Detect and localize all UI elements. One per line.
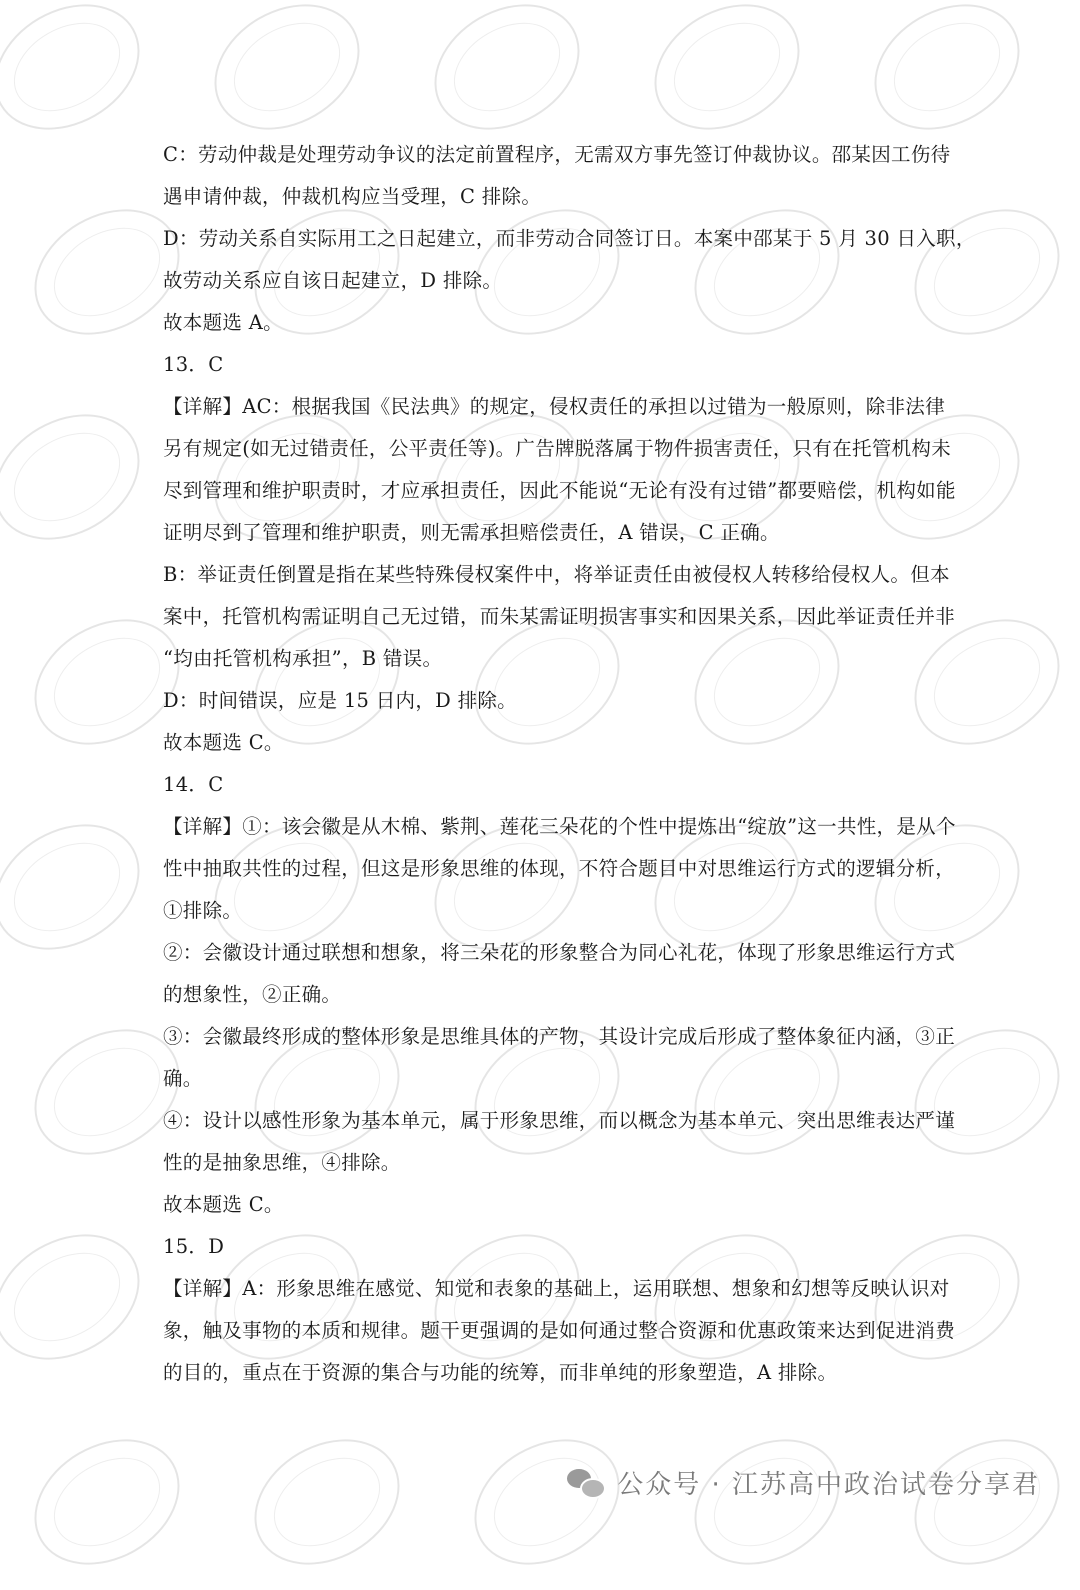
text-line: “均由托管机构承担”，B 错误。 <box>163 647 443 670</box>
text-line: 证明尽到了管理和维护职责，则无需承担赔偿责任，A 错误，C 正确。 <box>163 521 780 544</box>
text-line: ①排除。 <box>163 899 243 922</box>
text-line: 14．C <box>163 773 224 796</box>
wechat-icon <box>567 1467 607 1497</box>
text-line: 性中抽取共性的过程，但这是形象思维的体现，不符合题目中对思维运行方式的逻辑分析， <box>163 857 956 880</box>
text-line: 的想象性，②正确。 <box>163 983 342 1006</box>
text-line: D：劳动关系自实际用工之日起建立，而非劳动合同签订日。本案中邵某于 5 月 30 日入职， <box>163 227 976 250</box>
watermark-stamp <box>0 0 162 155</box>
text-line: 故本题选 C。 <box>163 731 284 754</box>
text-line: 性的是抽象思维，④排除。 <box>163 1151 401 1174</box>
watermark-stamp <box>632 0 822 155</box>
text-line: 故本题选 C。 <box>163 1193 284 1216</box>
text-line: 13．C <box>163 353 224 376</box>
text-line: 15．D <box>163 1235 225 1258</box>
watermark-stamp <box>412 0 602 155</box>
watermark-stamp <box>12 1414 202 1590</box>
text-line: ④：设计以感性形象为基本单元，属于形象思维，而以概念为基本单元、突出思维表达严谨 <box>163 1109 956 1132</box>
text-line: 的目的，重点在于资源的集合与功能的统筹，而非单纯的形象塑造，A 排除。 <box>163 1361 838 1384</box>
text-line: 确。 <box>163 1067 203 1090</box>
text-line: ③：会徽最终形成的整体形象是思维具体的产物，其设计完成后形成了整体象征内涵，③正 <box>163 1025 956 1048</box>
watermark-stamp <box>192 0 382 155</box>
text-line: D：时间错误，应是 15 日内，D 排除。 <box>163 689 517 712</box>
text-line: 【详解】AC：根据我国《民法典》的规定，侵权责任的承担以过错为一般原则，除非法律 <box>163 395 946 418</box>
text-line: 【详解】A：形象思维在感觉、知觉和表象的基础上，运用联想、想象和幻想等反映认识对 <box>163 1277 950 1300</box>
document-body <box>163 134 976 1394</box>
footer-account-name: 公众号 · 江苏高中政治试卷分享君 <box>617 1469 1040 1500</box>
account-footer <box>567 1452 1040 1512</box>
text-line: 故劳动关系应自该日起建立，D 排除。 <box>163 269 503 292</box>
text-line: 象，触及事物的本质和规律。题干更强调的是如何通过整合资源和优惠政策来达到促进消费 <box>163 1319 956 1342</box>
text-line: 另有规定(如无过错责任，公平责任等)。广告牌脱落属于物件损害责任，只有在托管机构未 <box>163 437 952 460</box>
watermark-stamp <box>0 1209 162 1385</box>
watermark-stamp <box>0 799 162 975</box>
watermark-stamp <box>232 1414 422 1590</box>
text-line: ②：会徽设计通过联想和想象，将三朵花的形象整合为同心礼花，体现了形象思维运行方式 <box>163 941 956 964</box>
text-line: 尽到管理和维护职责时，才应承担责任，因此不能说“无论有没有过错”都要赔偿，机构如能 <box>163 479 956 502</box>
text-line: 故本题选 A。 <box>163 311 283 334</box>
text-line: 案中，托管机构需证明自己无过错，而朱某需证明损害事实和因果关系，因此举证责任并非 <box>163 605 956 628</box>
text-line: B：举证责任倒置是指在某些特殊侵权案件中，将举证责任由被侵权人转移给侵权人。但本 <box>163 563 950 586</box>
text-line: C：劳动仲裁是处理劳动争议的法定前置程序，无需双方事先签订仲裁协议。邵某因工伤待 <box>163 143 951 166</box>
text-line: 【详解】①：该会徽是从木棉、紫荆、莲花三朵花的个性中提炼出“绽放”这一共性，是从个 <box>163 815 956 838</box>
watermark-stamp <box>852 0 1042 155</box>
text-line: 遇申请仲裁，仲裁机构应当受理，C 排除。 <box>163 185 542 208</box>
watermark-stamp <box>0 389 162 565</box>
